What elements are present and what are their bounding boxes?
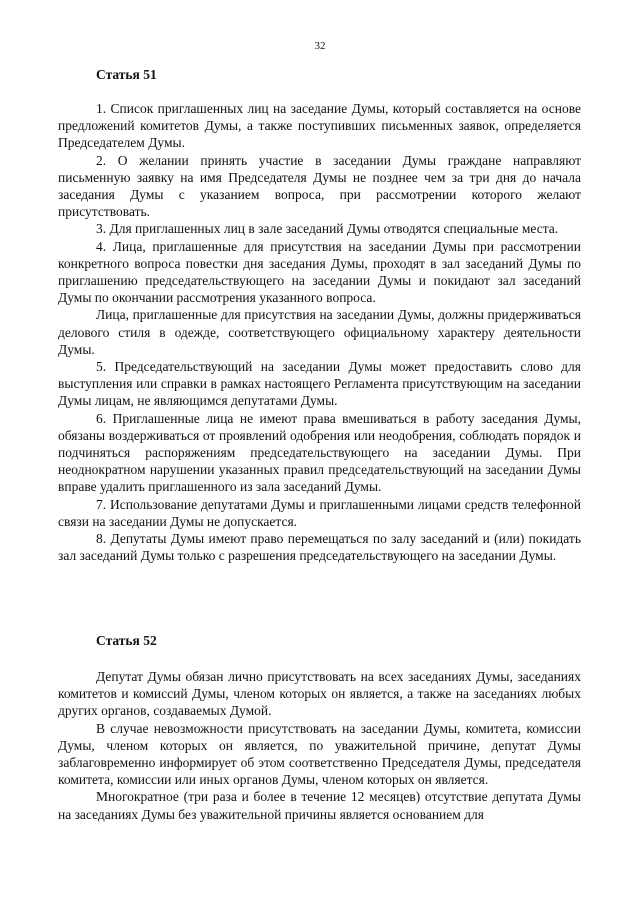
article-body (58, 100, 581, 564)
paragraph: 5. Председательствующий на заседании Думы может предоставить слово для выступления или справки в рамках настоящего Регламента присутствующим на заседании Думы лицам, не являющимся депутатами Думы. (58, 359, 581, 409)
paragraph: 3. Для приглашенных лиц в зале заседаний Думы отводятся специальные места. (96, 221, 559, 237)
article-title: Статья 52 (96, 633, 157, 648)
page-number: 32 (314, 40, 326, 52)
article-52 (58, 632, 581, 823)
paragraph: В случае невозможности присутствовать на заседании Думы, комитета, комиссии Думы, членом которых он является, по уважительной причине, депутат Думы заблаговременно информирует об этом соответственно Председателя Думы, председателя комитета, комиссии или иных органов Думы, членом которых он является. (58, 720, 581, 788)
paragraph: 2. О желании принять участие в заседании Думы граждане направляют письменную заявку на имя Председателя Думы не позднее чем за три дня до начала заседания Думы с указанием вопроса, при рассмотрении которого желают присутствовать. (58, 152, 581, 220)
article-51 (58, 66, 581, 564)
paragraph: Лица, приглашенные для присутствия на заседании Думы, должны придерживаться делового стиля в одежде, соответствующего официальному характеру деятельности Думы. (58, 307, 581, 357)
paragraph: 7. Использование депутатами Думы и приглашенными лицами средств телефонной связи на заседании Думы не допускается. (58, 496, 581, 529)
paragraph: 1. Список приглашенных лиц на заседание Думы, который составляется на основе предложений комитетов Думы, а также поступивших письменных заявок, определяется Председателем Думы. (58, 101, 581, 151)
paragraph: 6. Приглашенные лица не имеют права вмешиваться в работу заседания Думы, обязаны воздерживаться от проявлений одобрения или неодобрения, соблюдать порядок и подчиняться распоряжениям председательствующего на заседании Думы. При неоднократном нарушении указанных правил председательствующий на заседании Думы вправе удалить приглашенного из зала заседаний Думы. (58, 410, 581, 495)
paragraph: 4. Лица, приглашенные для присутствия на заседании Думы при рассмотрении конкретного вопроса повестки дня заседания Думы, проходят в зал заседаний Думы по приглашению председательствующего на заседании Думы и покидают зал заседаний Думы по окончании рассмотрения указанного вопроса. (58, 238, 581, 306)
paragraph: Многократное (три раза и более в течение 12 месяцев) отсутствие депутата Думы на заседаниях Думы без уважительной причины является основанием для (58, 789, 581, 822)
article-body (58, 668, 581, 823)
article-title: Статья 51 (96, 67, 157, 82)
paragraph: Депутат Думы обязан лично присутствовать на всех заседаниях Думы, заседаниях комитетов и комиссий Думы, членом которых он является, а также на заседаниях любых других органов, создаваемых Думой. (58, 669, 581, 719)
paragraph: 8. Депутаты Думы имеют право перемещаться по залу заседаний и (или) покидать зал заседаний Думы только с разрешения председательствующего на заседании Думы. (58, 531, 581, 564)
